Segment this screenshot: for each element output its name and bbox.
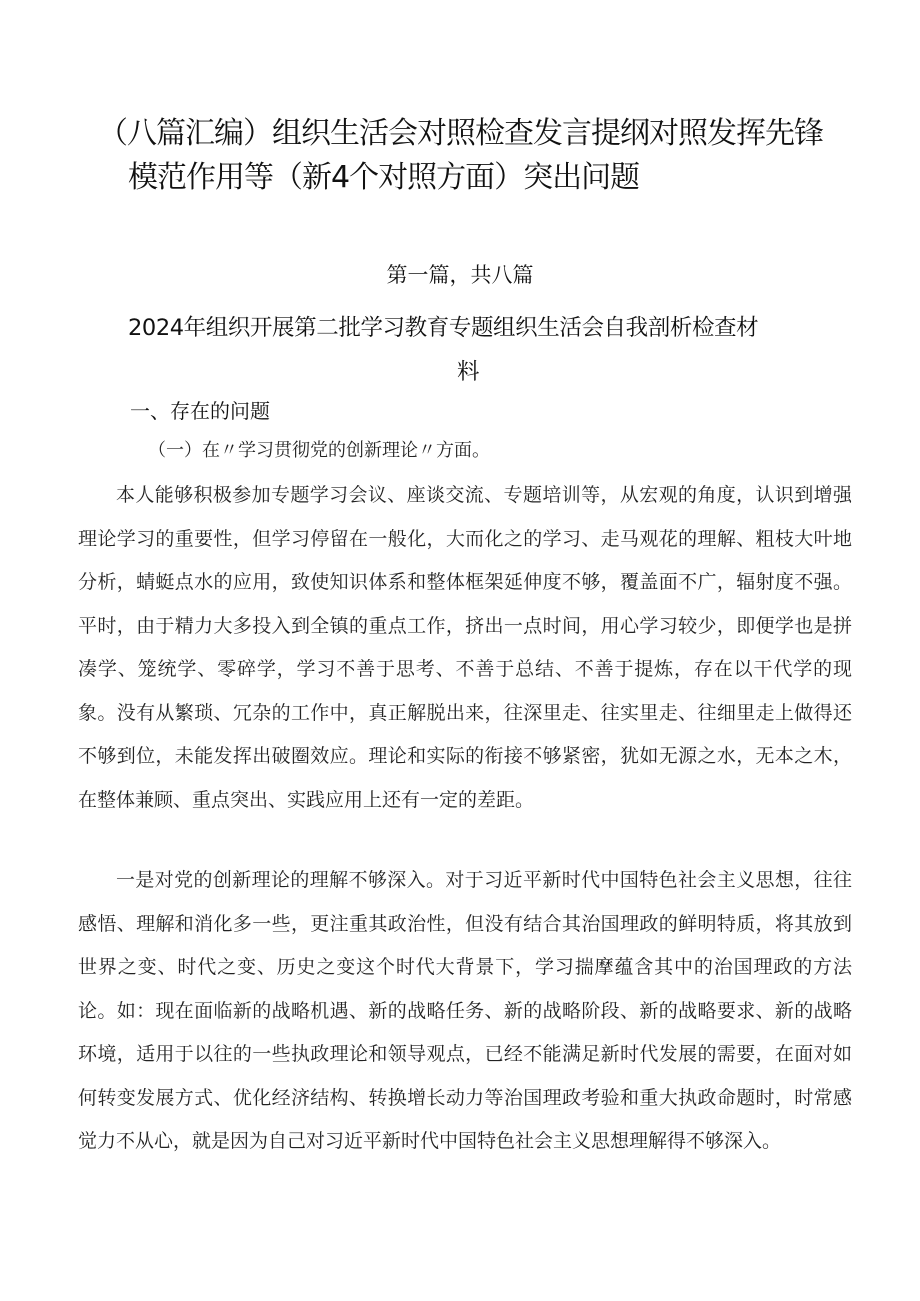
document-title (98, 112, 858, 200)
section-heading: 一、存在的问题 (130, 399, 270, 423)
section-document-title (128, 306, 848, 394)
body-paragraph-1: 本人能够积极参加专题学习会议、座谈交流、专题培训等，从宏观的角度，认识到增强理论学习的重要性，但学习停留在一般化，大而化之的学习、走马观花的理解、粗枝大叶地分析，蜻蜓点水的应用，致使知识体系和整体框架延伸度不够，覆盖面不广，辐射度不强。平时，由于精力大多投入到全镇的重点工作，挤出一点时间，用心学习较少，即便学也是拼凑学、笼统学、零碎学，学习不善于思考、不善于总结、不善于提炼，存在以干代学的现象。没有从繁琐、冗杂的工作中，真正解脱出来，往深里走、往实里走、往细里走上做得还不够到位，未能发挥出破圈效应。理论和实际的衔接不够紧密，犹如无源之水，无本之木，在整体兼顾、重点突出、实践应用上还有一定的差距。 (78, 484, 852, 811)
doc-title-line-1: 2024年组织开展第二批学习教育专题组织生活会自我剖析检查材 (128, 315, 759, 341)
body-paragraph-2: 一是对党的创新理论的理解不够深入。对于习近平新时代中国特色社会主义思想，往往感悟、理解和消化多一些，更注重其政治性，但没有结合其治国理政的鲜明特质，将其放到世界之变、时代之变、历史之变这个时代大背景下，学习揣摩蕴含其中的治国理政的方法论。如：现在面临新的战略机遇、新的战略任务、新的战略阶段、新的战略要求、新的战略环境，适用于以往的一些执政理论和领导观点，已经不能满足新时代发展的需要，在面对如何转变发展方式、优化经济结构、转换增长动力等治国理政考验和重大执政命题时，时常感觉力不从心，就是因为自己对习近平新时代中国特色社会主义思想理解得不够深入。 (78, 869, 852, 1152)
title-line-2: 模范作用等（新4个对照方面）突出问题 (128, 160, 640, 195)
subsection-heading: （一）在〃学习贯彻党的创新理论〃方面。 (148, 440, 490, 461)
part-label: 第一篇，共八篇 (386, 263, 534, 287)
doc-title-line-2: 料 (456, 359, 480, 385)
title-line-1: （八篇汇编）组织生活会对照检查发言提纲对照发挥先锋 (98, 116, 823, 151)
